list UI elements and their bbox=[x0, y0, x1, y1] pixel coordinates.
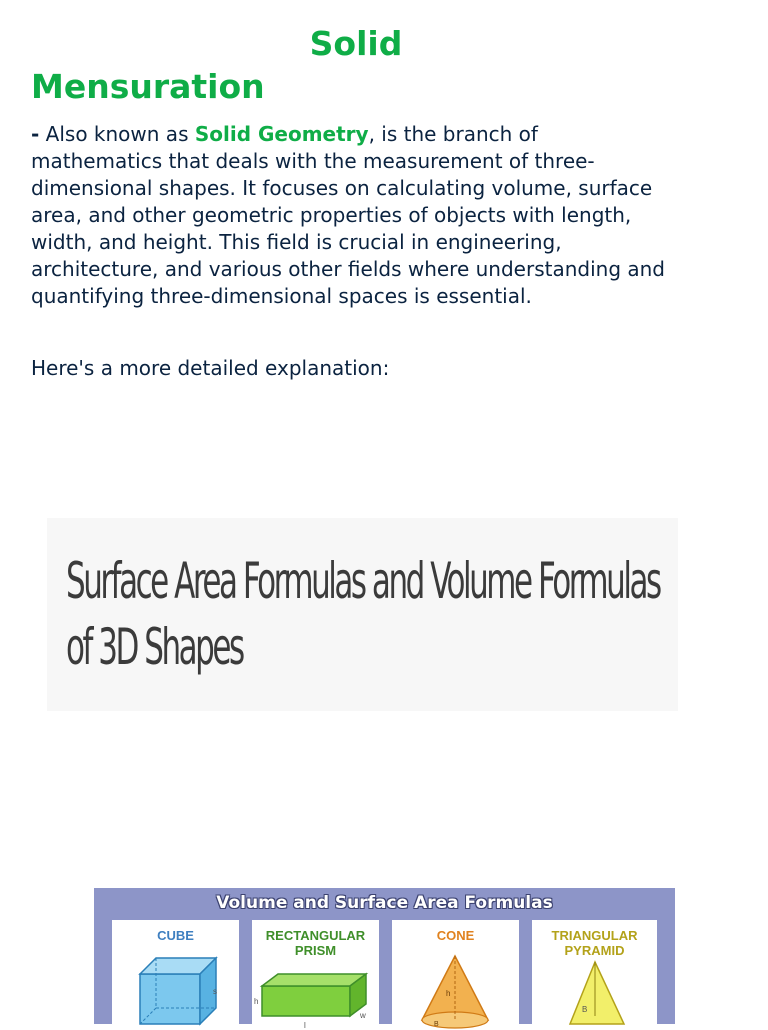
poster-panel-rectangular-prism bbox=[252, 920, 379, 1030]
cone-height-mark: h bbox=[446, 989, 451, 998]
cube-side-mark: s bbox=[213, 987, 217, 996]
formulas-poster bbox=[94, 888, 675, 1030]
panel-label-pyr-line2: PYRAMID bbox=[564, 943, 625, 958]
cube-icon bbox=[112, 920, 239, 1030]
triangular-pyramid-icon bbox=[532, 920, 657, 1030]
intro-highlight: Solid Geometry bbox=[194, 122, 369, 146]
intro-text-before: Also known as bbox=[39, 122, 195, 146]
panel-label-rect-line1: RECTANGULAR bbox=[265, 928, 366, 943]
formulas-title-card bbox=[47, 518, 678, 711]
page-title-line2: Mensuration bbox=[31, 67, 265, 106]
panel-label-pyr-line1: TRIANGULAR bbox=[551, 928, 638, 943]
followup-paragraph: Here's a more detailed explanation: bbox=[31, 356, 390, 380]
prism-width-mark: w bbox=[360, 1011, 366, 1020]
poster-panel-cube bbox=[112, 920, 239, 1030]
page-title bbox=[31, 22, 681, 108]
intro-dash: - bbox=[31, 122, 40, 146]
cone-icon bbox=[392, 920, 519, 1030]
cone-base-mark: B bbox=[434, 1021, 439, 1028]
panel-label-cone: CONE bbox=[436, 928, 475, 943]
poster-panel-triangular-pyramid bbox=[532, 920, 657, 1030]
page-title-line1: Solid bbox=[309, 24, 403, 63]
prism-height-mark: h bbox=[254, 997, 259, 1006]
formulas-card-title: Surface Area Formulas and Volume Formulas of 3D Shapes bbox=[66, 552, 660, 676]
panel-label-cube: CUBE bbox=[157, 928, 194, 943]
pyramid-base-mark: B bbox=[582, 1005, 588, 1014]
intro-text-after: , is the branch of mathematics that deals with the measurement of three-dimensional shapes. It focuses on calculating volume, surface area, and other geometric properties of objects with length, width, and height. This field is crucial in engineering, architecture, and various other fields where understanding and quantifying three-dimensional spaces is essential. bbox=[31, 122, 666, 308]
rectangular-prism-icon bbox=[252, 920, 379, 1030]
intro-paragraph bbox=[31, 121, 671, 310]
poster-title: Volume and Surface Area Formulas bbox=[216, 893, 553, 913]
prism-length-mark: l bbox=[304, 1021, 306, 1030]
poster-panel-cone bbox=[392, 920, 519, 1030]
panel-label-rect-line2: PRISM bbox=[294, 943, 337, 958]
